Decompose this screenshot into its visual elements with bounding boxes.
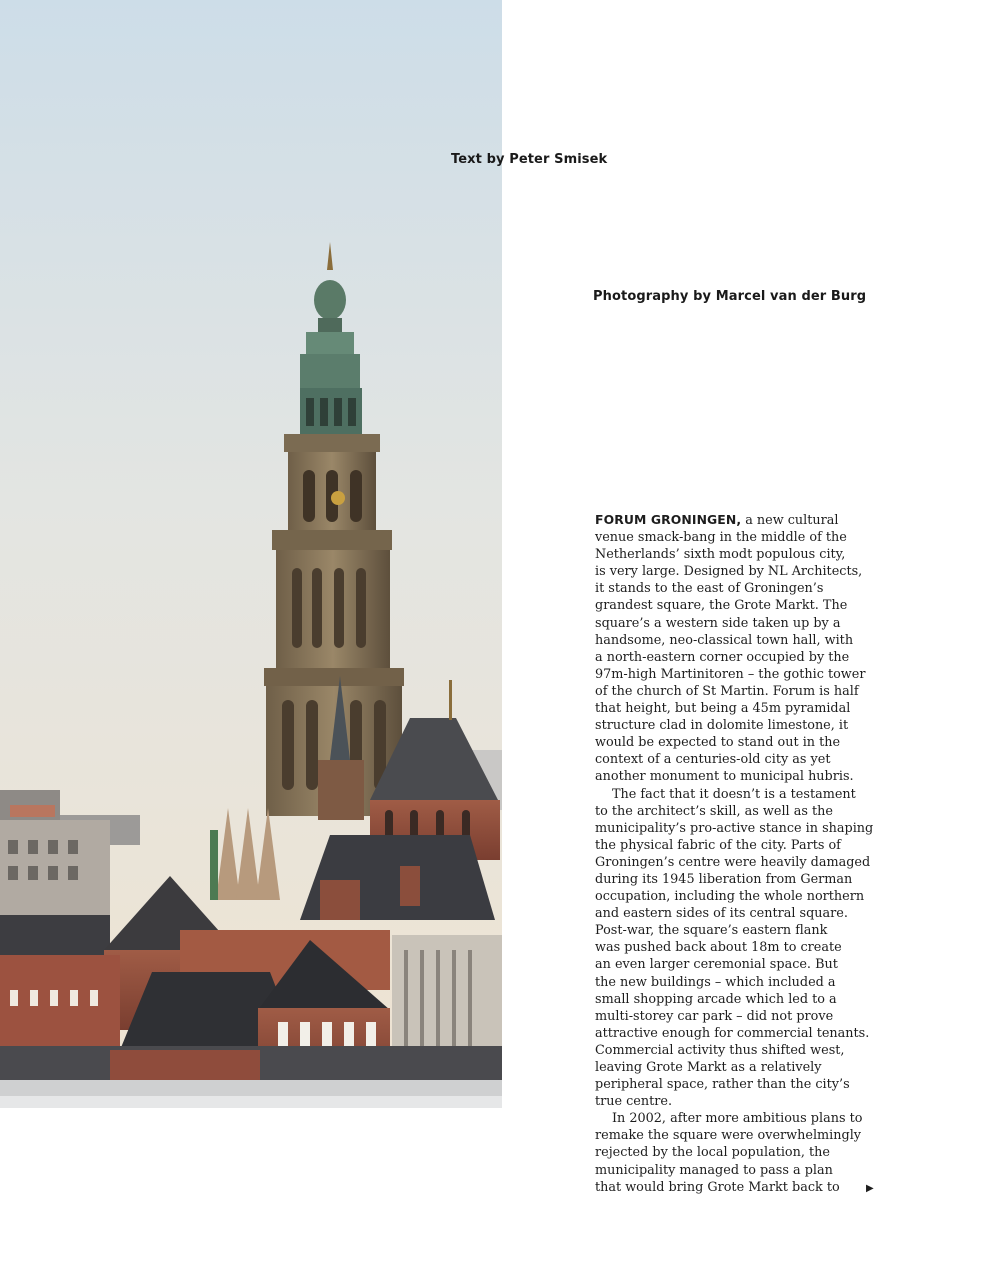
text-line: venue smack-bang in the middle of the xyxy=(595,530,847,546)
text-line: another monument to municipal hubris. xyxy=(595,769,854,785)
text-line: was pushed back about 18m to create xyxy=(595,940,842,956)
paragraph-3 xyxy=(595,1110,881,1195)
text-credit: Text by Peter Smisek xyxy=(451,152,608,167)
arrow-right-icon: ▶ xyxy=(866,1183,874,1194)
text-line: during its 1945 liberation from German xyxy=(595,871,853,887)
text-line: that height, but being a 45m pyramidal xyxy=(595,701,851,717)
text-line: municipality managed to pass a plan xyxy=(595,1162,833,1178)
text-line: structure clad in dolomite limestone, it xyxy=(595,718,849,734)
text-line: municipality’s pro-active stance in shaping xyxy=(595,820,874,836)
martinitoren-tower-photo-icon xyxy=(0,0,502,1108)
text-line: the new buildings – which included a xyxy=(595,974,836,990)
text-line: square’s a western side taken up by a xyxy=(595,615,841,631)
text-line: In 2002, after more ambitious plans to xyxy=(612,1111,863,1127)
text-line: multi-storey car park – did not prove xyxy=(595,1008,834,1024)
text-line: peripheral space, rather than the city’s xyxy=(595,1077,850,1093)
paragraph-2 xyxy=(595,786,881,1111)
photography-credit: Photography by Marcel van der Burg xyxy=(593,289,867,304)
article-body xyxy=(595,511,881,1196)
text-line: 97m-high Martinitoren – the gothic tower xyxy=(595,666,866,682)
text-line: leaving Grote Markt as a relatively xyxy=(595,1060,822,1075)
text-line: of the church of St Martin. Forum is half xyxy=(595,683,859,699)
paragraph-1 xyxy=(595,511,881,786)
text-line: occupation, including the whole northern xyxy=(595,889,865,905)
text-line: Netherlands’ sixth modt populous city, xyxy=(595,547,846,563)
text-line: to the architect’s skill, as well as the xyxy=(595,803,833,819)
text-line: is very large. Designed by NL Architects, xyxy=(595,564,863,580)
lead-in: FORUM GRONINGEN, xyxy=(595,512,742,527)
text-line: a north-eastern corner occupied by the xyxy=(595,649,850,665)
text-line: handsome, neo-classical town hall, with xyxy=(595,632,854,648)
text-line: it stands to the east of Groningen’s xyxy=(595,581,824,597)
text-line: remake the square were overwhelmingly xyxy=(595,1128,862,1144)
text-line: grandest square, the Grote Markt. The xyxy=(595,598,848,614)
text-line: context of a centuries-old city as yet xyxy=(595,752,831,768)
tower-photo xyxy=(0,0,502,1108)
text-line: true centre. xyxy=(595,1094,673,1110)
text-line: attractive enough for commercial tenants. xyxy=(595,1025,870,1041)
text-line: FORUM GRONINGEN, a new cultural xyxy=(595,512,839,528)
text-line: Post-war, the square’s eastern flank xyxy=(595,923,828,939)
text-line: small shopping arcade which led to a xyxy=(595,991,837,1007)
text-line: the physical fabric of the city. Parts of xyxy=(595,837,841,853)
text-line: Commercial activity thus shifted west, xyxy=(595,1042,845,1058)
text-line: and eastern sides of its central square. xyxy=(595,906,848,922)
text-line: rejected by the local population, the xyxy=(595,1145,830,1161)
text-line: The fact that it doesn’t is a testament xyxy=(612,786,856,802)
text-line: Groningen’s centre were heavily damaged xyxy=(595,854,871,870)
text-line: an even larger ceremonial space. But xyxy=(595,957,838,973)
text-line: would be expected to stand out in the xyxy=(595,735,841,751)
text-line: that would bring Grote Markt back to xyxy=(595,1179,840,1195)
